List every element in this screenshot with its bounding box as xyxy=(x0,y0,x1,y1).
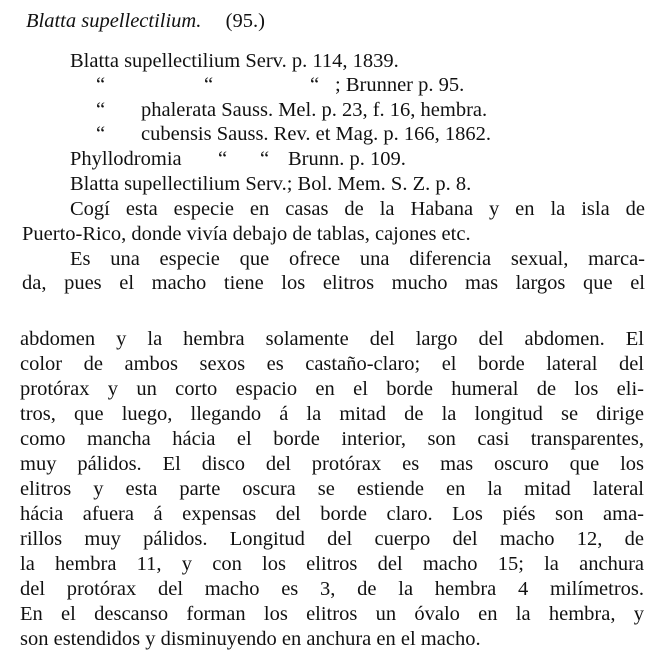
paragraph-line: Puerto-Rico, donde vivía debajo de tablas, cajones etc. xyxy=(22,223,471,245)
paragraph-line: la hembra 11, y con los elitros del macho 15; la anchura xyxy=(20,553,644,575)
paragraph-line: Cogí esta especie en casas de la Habana y en la isla de xyxy=(70,198,645,220)
paragraph-line: da, pues el macho tiene los elitros mucho mas largos que el xyxy=(22,272,645,294)
paragraph-line: En el descanso forman los elitros un óvalo en la hembra, y xyxy=(20,603,644,625)
paragraph-line: elitros y esta parte oscura se estiende en la mitad lateral xyxy=(20,478,644,500)
paragraph-line: rillos muy pálidos. Longitud del cuerpo del macho 12, de xyxy=(20,528,644,550)
ditto-mark: “ xyxy=(96,123,106,145)
synonym-line-6: Blatta supellectilium Serv.; Bol. Mem. S. Z. p. 8. xyxy=(70,173,472,195)
synonym-text: ; Brunner p. 95. xyxy=(335,74,465,96)
ditto-mark: “ xyxy=(96,99,106,121)
paragraph-line: como mancha hácia el borde interior, son casi transparentes, xyxy=(20,428,644,450)
ditto-mark: “ xyxy=(260,148,270,170)
synonym-text: cubensis Sauss. Rev. et Mag. p. 166, 1862. xyxy=(141,123,491,145)
paragraph-line: son estendidos y disminuyendo en anchura en el macho. xyxy=(20,628,481,650)
species-name: Blatta supellectilium. xyxy=(26,10,202,32)
ditto-mark: “ xyxy=(204,74,214,96)
species-heading xyxy=(26,9,265,33)
ditto-mark: “ xyxy=(310,74,320,96)
paragraph-line: abdomen y la hembra solamente del largo del abdomen. El xyxy=(20,328,644,350)
paragraph-line: hácia afuera á expensas del borde claro. Los piés son ama- xyxy=(20,503,644,525)
paragraph-line: muy pálidos. El disco del protórax es mas oscuro que los xyxy=(20,453,644,475)
paragraph-line: Es una especie que ofrece una diferencia sexual, marca- xyxy=(70,248,645,270)
paragraph-line: color de ambos sexos es castaño-claro; el borde lateral del xyxy=(20,353,644,375)
synonym-text: phalerata Sauss. Mel. p. 23, f. 16, hembra. xyxy=(141,99,488,121)
ditto-mark: “ xyxy=(96,74,106,96)
ditto-mark: “ xyxy=(218,148,228,170)
synonym-genus: Phyllodromia xyxy=(70,148,182,170)
paragraph-line: del protórax del macho es 3, de la hembra 4 milímetros. xyxy=(20,578,644,600)
paragraph-line: tros, que luego, llegando á la mitad de la longitud se dirige xyxy=(20,403,644,425)
paragraph-line: protórax y un corto espacio en el borde humeral de los eli- xyxy=(20,378,644,400)
synonym-line-1: Blatta supellectilium Serv. p. 114, 1839. xyxy=(70,50,399,72)
species-number: (95.) xyxy=(225,10,265,32)
synonym-text: Brunn. p. 109. xyxy=(288,148,406,170)
